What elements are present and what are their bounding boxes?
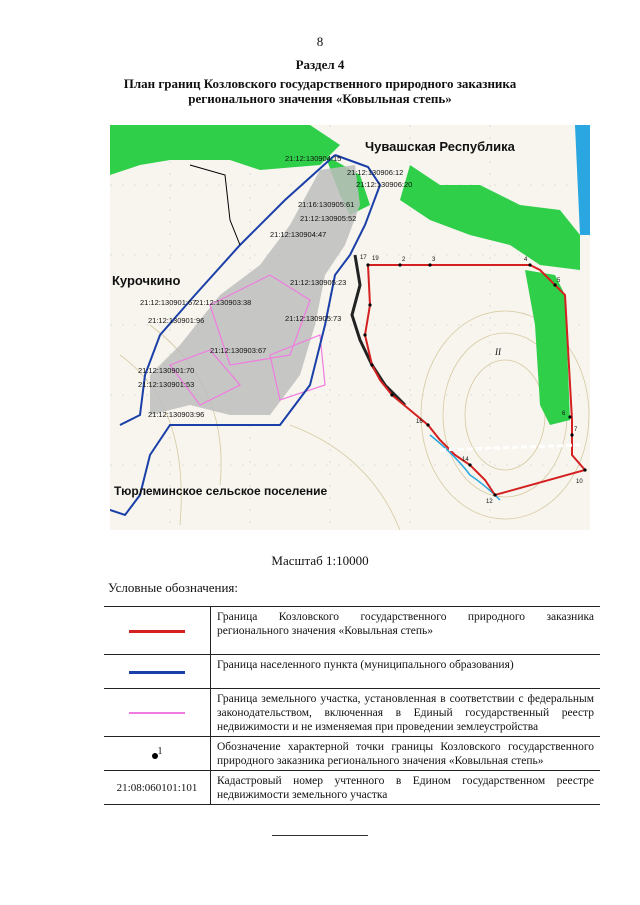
- legend-text: Кадастровый номер учтенного в Едином государственном реестре недвижимости земельного участка: [211, 771, 601, 805]
- legend-text: Обозначение характерной точки границы Козловского государственного природного заказника регионального значения «Ковыльная степь»: [211, 737, 601, 771]
- svg-text:19: 19: [372, 256, 379, 262]
- page-number: 8: [316, 34, 324, 49]
- svg-text:4: 4: [524, 257, 528, 263]
- svg-text:16: 16: [416, 419, 423, 425]
- title-line-2: регионального значения «Ковыльная степь»: [188, 91, 452, 106]
- page-title: [60, 76, 580, 106]
- legend-title: Условные обозначения:: [108, 580, 239, 595]
- legend-symbol: [104, 655, 211, 689]
- svg-text:21:12:130906:12: 21:12:130906:12: [347, 168, 404, 177]
- village-label: Курочкино: [112, 273, 181, 288]
- legend-symbol: [104, 737, 211, 771]
- svg-text:21:12:130901:96: 21:12:130901:96: [148, 316, 205, 325]
- legend-symbol: 21:08:060101:101: [104, 771, 211, 805]
- svg-text:21:12:130906:20: 21:12:130906:20: [356, 180, 413, 189]
- boundary-map: [110, 125, 590, 530]
- blue-line-symbol: [129, 671, 185, 674]
- svg-text:7: 7: [574, 427, 578, 433]
- legend-table: [104, 606, 600, 805]
- svg-text:21:12:130903:38: 21:12:130903:38: [195, 298, 252, 307]
- point-symbol-label: 1: [157, 746, 163, 757]
- legend-row-settlement-boundary: [104, 655, 600, 689]
- svg-text:6: 6: [562, 411, 566, 417]
- legend-symbol: [104, 689, 211, 737]
- republic-label: Чувашская Республика: [365, 139, 515, 154]
- svg-text:21:12:130901:70: 21:12:130901:70: [138, 366, 195, 375]
- legend-text: Граница Козловского государственного природного заказника регионального значения «Ковыльная степь»: [211, 607, 601, 655]
- svg-text:14: 14: [462, 457, 469, 463]
- title-line-1: План границ Козловского государственного природного заказника: [123, 76, 517, 91]
- svg-text:17: 17: [360, 255, 367, 261]
- svg-text:5: 5: [557, 278, 561, 284]
- svg-text:10: 10: [576, 479, 583, 485]
- svg-text:2: 2: [402, 257, 406, 263]
- footnote-rule: [272, 835, 368, 836]
- legend-row-reserve-boundary: [104, 607, 600, 655]
- svg-text:21:12:130903:96: 21:12:130903:96: [148, 410, 205, 419]
- point-symbol: [152, 745, 163, 762]
- legend-text: Граница населенного пункта (муниципального образования): [211, 655, 601, 689]
- legend-text: Граница земельного участка, установленная в соответствии с федеральным законодательством, включенная в Единый государственный реестр недвижимости и не изменяемая при проведении землеустройства: [211, 689, 601, 737]
- legend-row-cadastral: [104, 771, 600, 805]
- svg-text:21:12:130905:73: 21:12:130905:73: [285, 314, 342, 323]
- svg-text:21:12:130904:47: 21:12:130904:47: [270, 230, 327, 239]
- zone-label: II: [495, 347, 501, 357]
- svg-text:21:12:130905:52: 21:12:130905:52: [300, 214, 357, 223]
- svg-text:21:16:130905:61: 21:16:130905:61: [298, 200, 355, 209]
- settlement-label: Тюрлеминское сельское поселение: [114, 484, 328, 498]
- pink-line-symbol: [129, 712, 185, 714]
- section-heading: Раздел 4: [295, 57, 345, 72]
- svg-text:21:12:130901:53: 21:12:130901:53: [138, 380, 195, 389]
- map-scale: Масштаб 1:10000: [271, 553, 369, 568]
- svg-text:21:12:130901:67: 21:12:130901:67: [140, 298, 197, 307]
- svg-text:21:12:130905:23: 21:12:130905:23: [290, 278, 347, 287]
- svg-text:21:12:130903:67: 21:12:130903:67: [210, 346, 267, 355]
- legend-row-parcel-boundary: [104, 689, 600, 737]
- red-line-symbol: [129, 630, 185, 633]
- legend-row-point: [104, 737, 600, 771]
- svg-text:12: 12: [486, 499, 493, 505]
- legend-symbol: [104, 607, 211, 655]
- svg-text:21:12:130904:15: 21:12:130904:15: [285, 154, 342, 163]
- svg-text:3: 3: [432, 257, 436, 263]
